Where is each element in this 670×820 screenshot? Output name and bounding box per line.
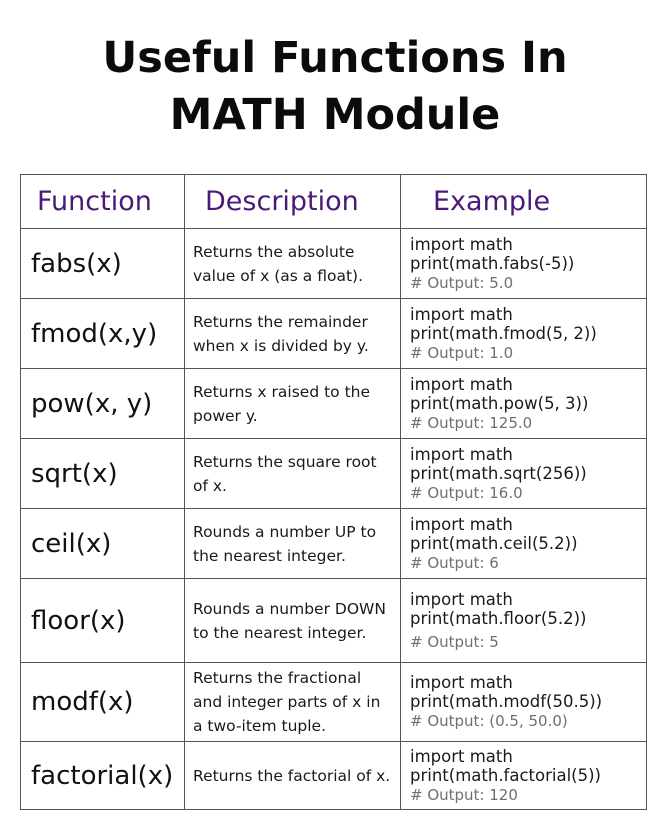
example-import: import math — [410, 746, 513, 766]
header-function: Function — [21, 175, 185, 229]
function-name: fmod(x,y) — [21, 299, 185, 369]
table-row — [21, 229, 647, 299]
function-description: Returns the factorial of x. — [185, 742, 401, 810]
function-description: Rounds a number DOWN to the nearest integer. — [185, 579, 401, 663]
example-import: import math — [410, 234, 513, 254]
function-description: Returns the square root of x. — [185, 439, 401, 509]
example-code: print(math.factorial(5)) — [410, 765, 601, 785]
function-name: sqrt(x) — [21, 439, 185, 509]
function-example — [401, 299, 647, 369]
page-title — [0, 0, 670, 144]
function-description: Returns the fractional and integer parts of x in a two-item tuple. — [185, 663, 401, 742]
table-row — [21, 742, 647, 810]
function-example — [401, 229, 647, 299]
header-example: Example — [401, 175, 647, 229]
example-output: # Output: (0.5, 50.0) — [410, 712, 568, 730]
function-description: Returns the remainder when x is divided by y. — [185, 299, 401, 369]
function-example — [401, 579, 647, 663]
example-output: # Output: 5.0 — [410, 273, 514, 292]
example-output: # Output: 16.0 — [410, 483, 523, 502]
example-code: print(math.ceil(5.2)) — [410, 533, 578, 553]
function-description: Returns the absolute value of x (as a float). — [185, 229, 401, 299]
example-output: # Output: 6 — [410, 553, 499, 572]
example-code: print(math.floor(5.2)) — [410, 608, 587, 628]
table-row — [21, 439, 647, 509]
example-import: import math — [410, 374, 513, 394]
example-output: # Output: 125.0 — [410, 413, 533, 432]
function-name: floor(x) — [21, 579, 185, 663]
table-row — [21, 299, 647, 369]
table-row — [21, 509, 647, 579]
function-name: pow(x, y) — [21, 369, 185, 439]
function-example — [401, 663, 647, 742]
function-name: modf(x) — [21, 663, 185, 742]
example-code: print(math.modf(50.5)) — [410, 692, 603, 711]
function-name: factorial(x) — [21, 742, 185, 810]
example-code: print(math.fabs(-5)) — [410, 253, 575, 273]
function-example — [401, 742, 647, 810]
example-import: import math — [410, 673, 513, 692]
function-name: ceil(x) — [21, 509, 185, 579]
example-code: print(math.fmod(5, 2)) — [410, 323, 597, 343]
table-row — [21, 579, 647, 663]
example-import: import math — [410, 444, 513, 464]
example-import: import math — [410, 304, 513, 324]
example-output: # Output: 120 — [410, 785, 518, 804]
table-row — [21, 369, 647, 439]
example-code: print(math.pow(5, 3)) — [410, 393, 589, 413]
table-header-row — [21, 175, 647, 229]
table-row — [21, 663, 647, 742]
title-line-1: Useful Functions In — [102, 33, 568, 83]
title-line-2: MATH Module — [169, 90, 501, 140]
function-name: fabs(x) — [21, 229, 185, 299]
example-code: print(math.sqrt(256)) — [410, 463, 587, 483]
function-example — [401, 509, 647, 579]
header-description: Description — [185, 175, 401, 229]
example-import: import math — [410, 514, 513, 534]
math-functions-table — [20, 174, 647, 810]
function-description: Rounds a number UP to the nearest integer. — [185, 509, 401, 579]
function-example — [401, 369, 647, 439]
function-example — [401, 439, 647, 509]
example-import: import math — [410, 589, 513, 609]
example-output: # Output: 5 — [410, 632, 499, 651]
function-description: Returns x raised to the power y. — [185, 369, 401, 439]
example-output: # Output: 1.0 — [410, 343, 514, 362]
